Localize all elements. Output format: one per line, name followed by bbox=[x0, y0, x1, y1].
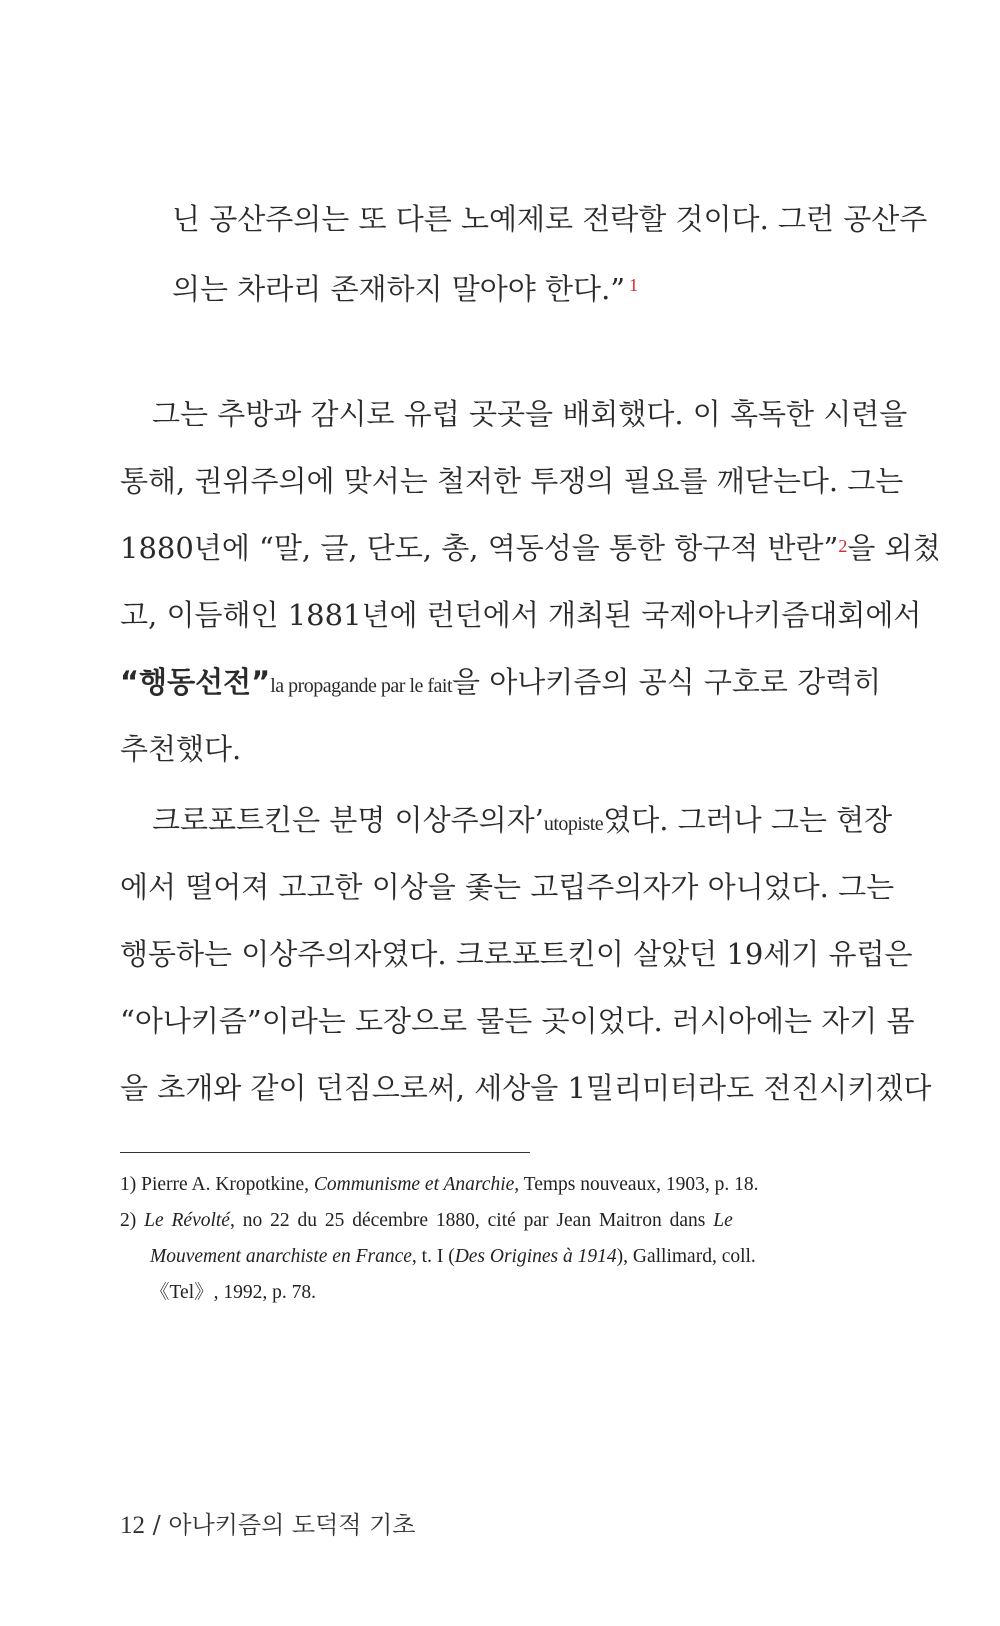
quote-text-2: 의는 차라리 존재하지 말아야 한다.” bbox=[172, 272, 626, 306]
para2-text-1a: 크로포트킨은 분명 이상주의자’ bbox=[152, 803, 544, 837]
book-title: 아나키즘의 도덕적 기초 bbox=[168, 1511, 416, 1539]
quote-line-2 bbox=[172, 272, 639, 306]
footnote-2-text-3: 《Tel》, 1992, p. 78. bbox=[150, 1282, 316, 1303]
para2-line-1 bbox=[152, 803, 893, 837]
para1-line-3 bbox=[120, 531, 941, 565]
footnote-2-text-2: , t. I ( bbox=[411, 1246, 455, 1267]
footnote-2-line-2 bbox=[150, 1247, 850, 1267]
para1-text-3b: 을 외쳤 bbox=[847, 531, 941, 565]
footnote-2-line-3 bbox=[150, 1283, 850, 1303]
latin-word: utopiste bbox=[543, 813, 604, 835]
quote-line-1 bbox=[172, 202, 928, 236]
para1-text-6: 추천했다. bbox=[120, 732, 242, 766]
footnote-divider bbox=[120, 1152, 530, 1153]
footnote-2-title: Le Révolté bbox=[144, 1210, 230, 1231]
footnote-2-title2-a: Le bbox=[713, 1210, 733, 1231]
latin-phrase: la propagande par le fait bbox=[270, 675, 453, 697]
footnote-2-subtitle: Des Origines à 1914 bbox=[454, 1246, 617, 1267]
footnote-1-number: 1) bbox=[120, 1174, 142, 1195]
footnote-2-title2-b: Mouvement anarchiste en France bbox=[150, 1246, 412, 1267]
footnote-2-rest: ), Gallimard, coll. bbox=[616, 1246, 756, 1267]
bold-phrase: “행동선전” bbox=[120, 665, 271, 699]
page-number: 12 bbox=[120, 1512, 145, 1539]
para1-line-2 bbox=[120, 464, 904, 498]
para1-text-2: 통해, 권위주의에 맞서는 철저한 투쟁의 필요를 깨닫는다. 그는 bbox=[120, 464, 904, 498]
para2-text-3: 행동하는 이상주의자였다. 크로포트킨이 살았던 19세기 유럽은 bbox=[120, 937, 913, 971]
footer-separator: / bbox=[145, 1511, 169, 1539]
para1-text-3a: 1880년에 “말, 글, 단도, 총, 역동성을 통한 항구적 반란” bbox=[120, 531, 839, 565]
para1-line-1 bbox=[152, 397, 908, 431]
para2-text-1b: 였다. 그러나 그는 현장 bbox=[603, 803, 893, 837]
page-footer bbox=[120, 1505, 415, 1540]
para2-text-2: 에서 떨어져 고고한 이상을 좇는 고립주의자가 아니었다. 그는 bbox=[120, 870, 895, 904]
quote-text-1: 닌 공산주의는 또 다른 노예제로 전락할 것이다. 그런 공산주 bbox=[172, 202, 928, 236]
para2-line-3 bbox=[120, 937, 913, 971]
footnote-ref-2[interactable]: 2 bbox=[838, 536, 848, 556]
para2-line-5 bbox=[120, 1071, 932, 1105]
footnote-1-title: Communisme et Anarchie bbox=[313, 1174, 515, 1195]
footnote-1-author: Pierre A. Kropotkine, bbox=[141, 1174, 314, 1195]
para2-text-4: “아나키즘”이라는 도장으로 물든 곳이었다. 러시아에는 자기 몸 bbox=[120, 1004, 915, 1038]
footnote-2-line-1 bbox=[120, 1211, 820, 1231]
footnote-1 bbox=[120, 1175, 820, 1195]
para2-line-4 bbox=[120, 1004, 915, 1038]
footnote-ref-1[interactable]: 1 bbox=[629, 275, 639, 295]
para1-line-4 bbox=[120, 598, 922, 632]
footnote-1-rest: , Temps nouveaux, 1903, p. 18. bbox=[514, 1174, 759, 1195]
para1-line-5 bbox=[120, 665, 882, 699]
para1-text-5: 을 아나키즘의 공식 구호로 강력히 bbox=[452, 665, 882, 699]
para1-text-4: 고, 이듬해인 1881년에 런던에서 개최된 국제아나키즘대회에서 bbox=[120, 598, 922, 632]
para2-line-2 bbox=[120, 870, 895, 904]
footnote-2-text: , no 22 du 25 décembre 1880, cité par Jean Maitron dans bbox=[229, 1210, 714, 1231]
para2-text-5: 을 초개와 같이 던짐으로써, 세상을 1밀리미터라도 전진시키겠다 bbox=[120, 1071, 932, 1105]
para1-line-6 bbox=[120, 732, 242, 766]
footnote-2-number: 2) bbox=[120, 1210, 145, 1231]
para1-text-1: 그는 추방과 감시로 유럽 곳곳을 배회했다. 이 혹독한 시련을 bbox=[152, 397, 908, 431]
